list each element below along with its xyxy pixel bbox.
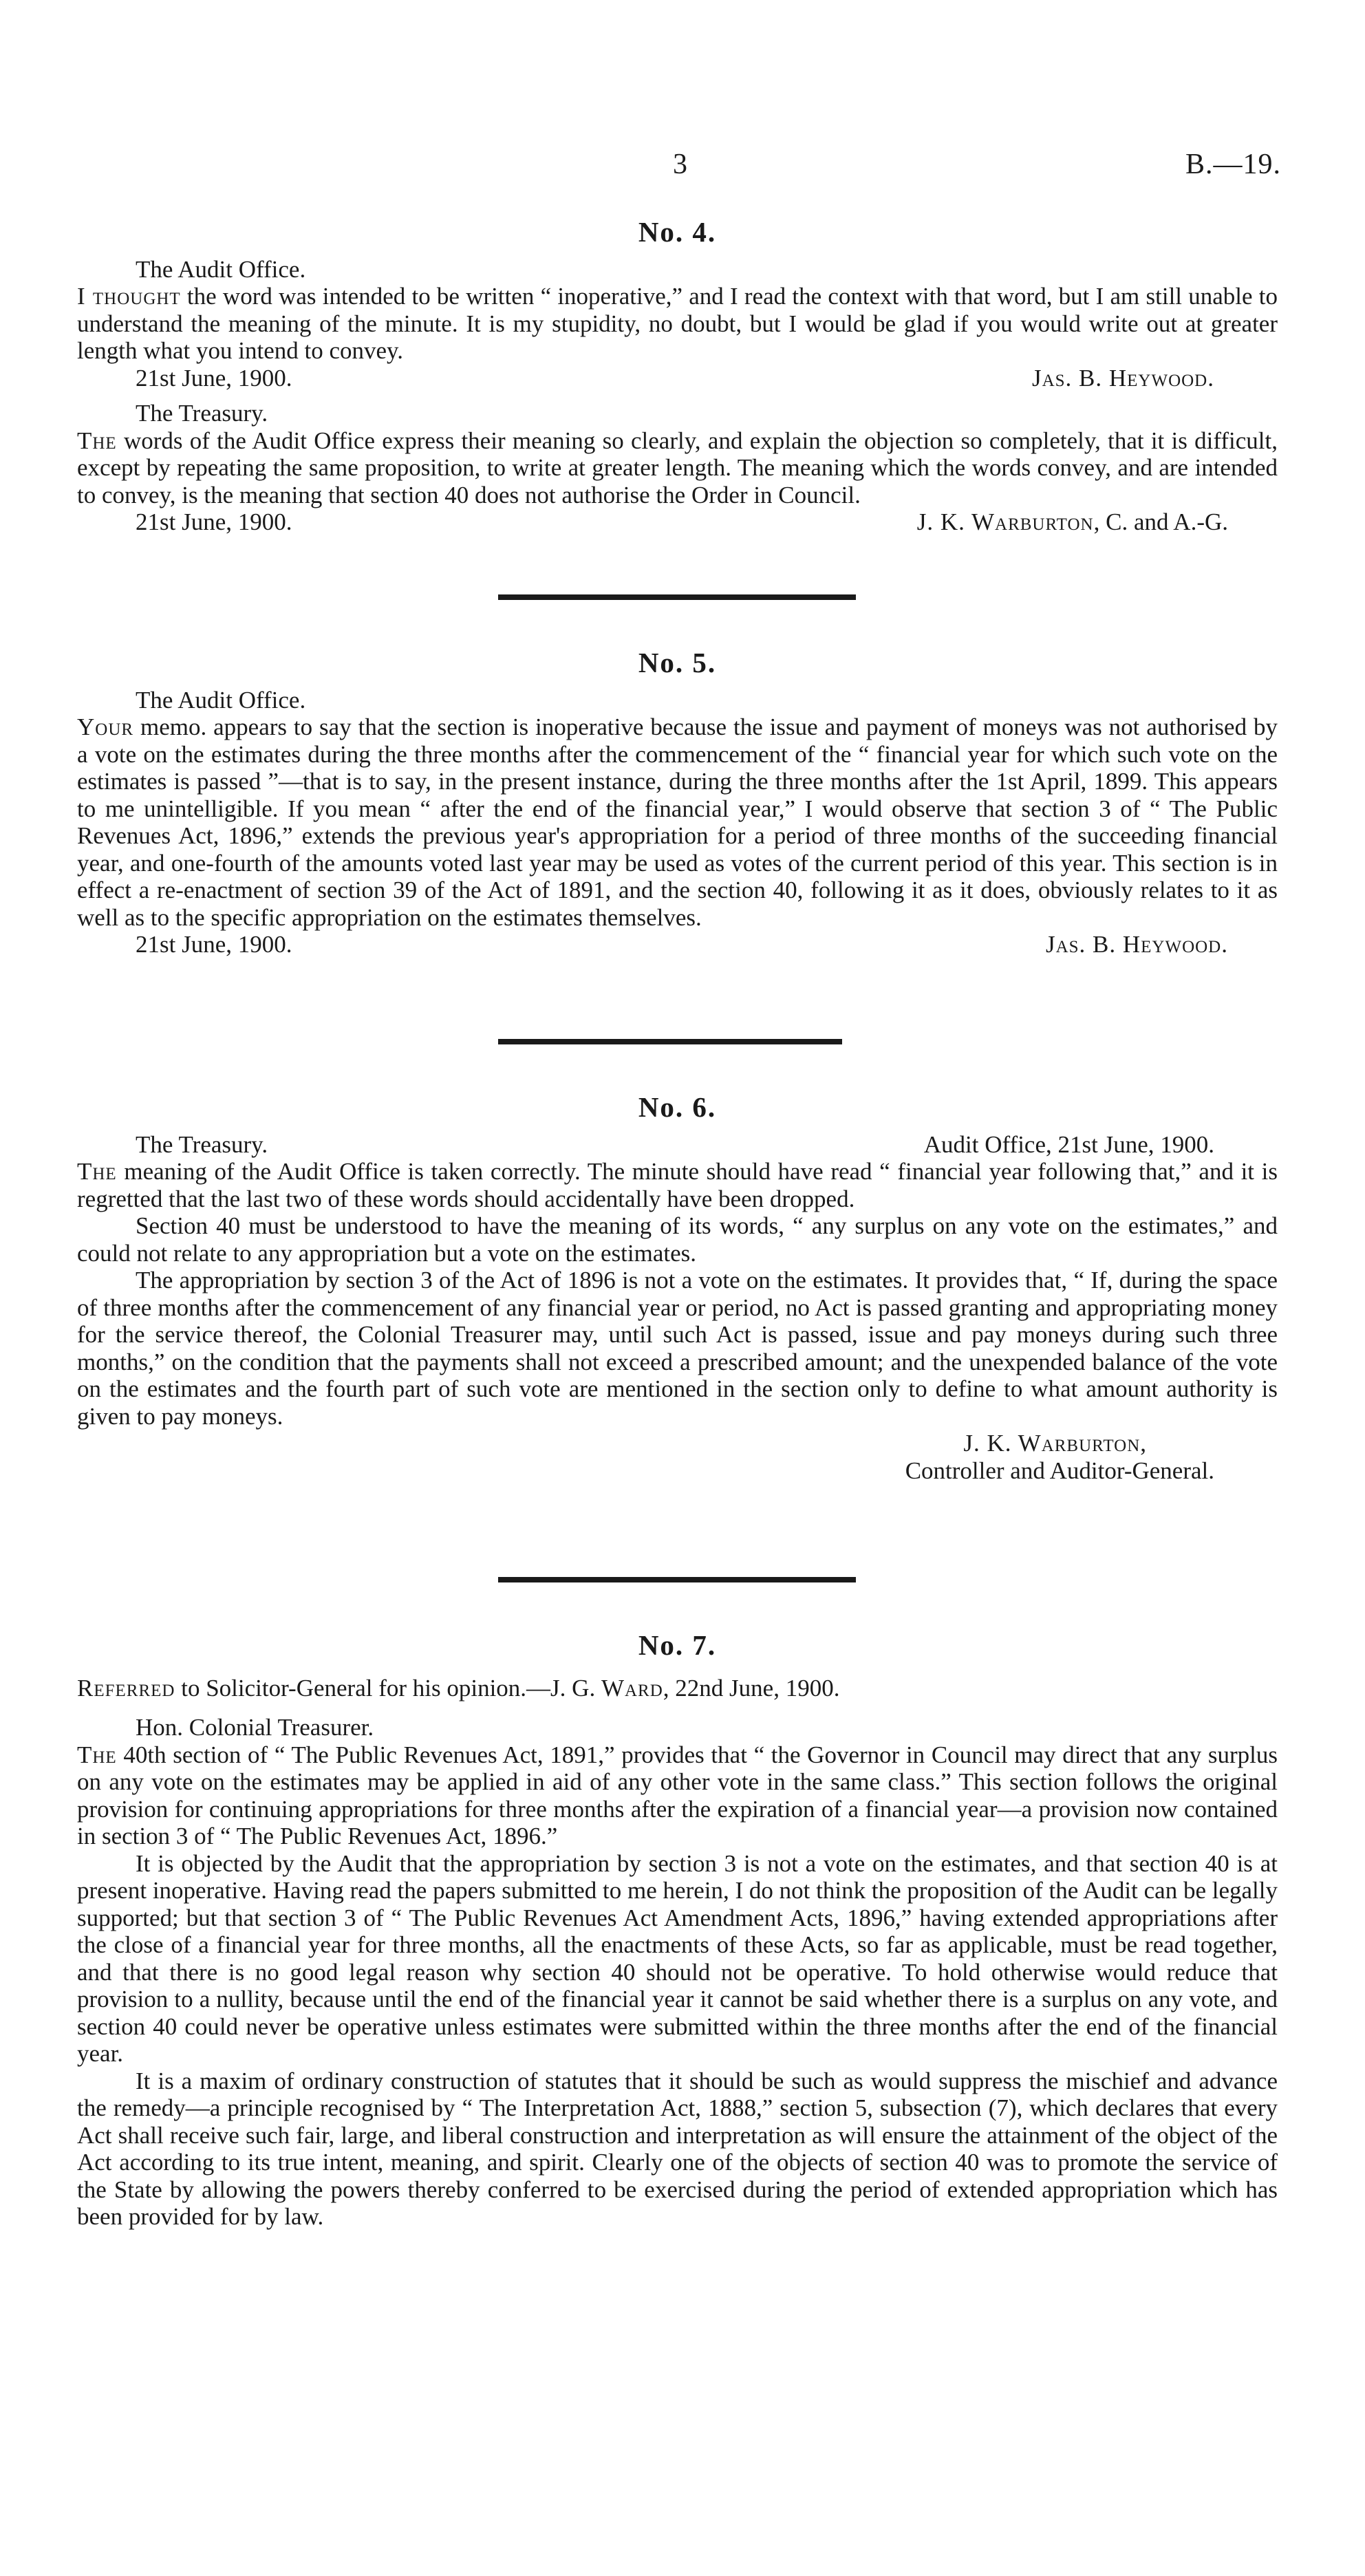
signature-block	[77, 1430, 1278, 1484]
paragraph-text: the word was intended to be written “ inoperative,” and I read the context with that word, but I am still unable to understand the meaning of the minute. It is my stupidity, no doubt, but I would be glad if you would write out at greater length what you intend to convey.	[77, 283, 1278, 364]
section-heading: No. 5.	[638, 647, 717, 678]
section-heading: No. 4.	[638, 216, 717, 248]
memo-paragraph	[77, 713, 1278, 931]
memo-paragraph: It is objected by the Audit that the appropriation by section 3 is not a vote on the estimates, and that section 40 is at present inoperative. Having read the papers submitted to me herein, I do not think the proposition of the Audit can be legally supported; but that section 3 of “ The Public Revenues Act Amendment Acts, 1896,” having extended appropriations after the close of a financial year for three months, all the enactments of these Acts, so far as applicable, must be read together, and that there is no good legal reason why section 40 should not be operative. To hold otherwise would reduce that provision to a nullity, because until the end of the financial year it cannot be said whether there is a surplus on any vote, and section 40 could never be operative unless estimates were submitted within the three months after the end of the financial year.	[77, 1849, 1278, 2067]
signature-name: J. K. Warburton	[916, 508, 1094, 535]
section-no5	[77, 647, 1278, 958]
paragraph-text: meaning of the Audit Office is taken correctly. The minute should have read “ financial year following that,” and it is regretted that the last two of these words should accidentally have been dropped.	[77, 1158, 1278, 1212]
date-signature-row	[77, 508, 1278, 536]
section-heading: No. 7.	[638, 1629, 717, 1661]
section-divider	[498, 594, 856, 600]
date-signature-row	[77, 931, 1278, 958]
referral-text: to Solicitor-General for his opinion.—J. G.	[175, 1674, 601, 1702]
signature-title: Controller and Auditor-General.	[905, 1457, 1214, 1484]
from-line: Audit Office, 21st June, 1900.	[923, 1130, 1214, 1158]
signature-suffix: , C. and A.-G.	[1093, 508, 1228, 535]
section-no4	[77, 216, 1278, 536]
page-header	[0, 148, 1365, 189]
page-number: 3	[673, 149, 687, 180]
memo-date: 21st June, 1900.	[136, 508, 292, 535]
section-no7	[77, 1629, 1278, 2231]
paragraph-text: memo. appears to say that the section is inoperative because the issue and payment of moneys was not authorised by a vote on the estimates during the three months after the commencement of the “ financial year for which such vote on the estimates is passed ”—that is to say, in the present instance, during the three months after the 1st April, 1899. This appears to me unintelligible. If you mean “ after the end of the financial year,” I would observe that section 3 of “ The Public Revenues Act, 1896,” extends the previous year's appropriation for a period of three months of the succeeding financial year, and one-fourth of the amounts voted last year may be used as votes of the current period of this year. This section is in effect a re-enactment of section 39 of the Act of 1891, and the section 40, following it as it does, obviously relates to it as well as to the specific appropriation on the estimates themselves.	[77, 713, 1278, 931]
referral-name: Ward	[601, 1674, 663, 1702]
signature: Jas. B. Heywood.	[1045, 931, 1228, 958]
addressee: The Treasury.	[136, 400, 268, 427]
addressee: The Audit Office.	[136, 255, 306, 283]
memo-paragraph	[77, 283, 1278, 365]
addressee-row	[77, 1131, 1278, 1159]
section-no6	[77, 1091, 1278, 1484]
memo-paragraph	[77, 427, 1278, 509]
memo-paragraph	[77, 1158, 1278, 1212]
addressee: The Treasury.	[136, 1130, 268, 1158]
section-heading: No. 6.	[638, 1091, 717, 1123]
signature: Jas. B. Heywood.	[1031, 364, 1214, 391]
referral-line	[77, 1675, 1278, 1702]
section-divider	[498, 1577, 856, 1582]
addressee: Hon. Colonial Treasurer.	[136, 1714, 374, 1741]
lead-word: Referred	[77, 1674, 175, 1702]
memo-paragraph	[77, 1741, 1278, 1850]
memo-paragraph: The appropriation by section 3 of the Act of 1896 is not a vote on the estimates. It provides that, “ If, during the space of three months after the commencement of any financial year or period, no Act is passed granting and appropriating money for the service thereof, the Colonial Treasurer may, until such Act is passed, issue and pay moneys during such three months,” on the condition that the payments shall not exceed a prescribed amount; and the unexpended balance of the vote on the estimates and the fourth part of such vote are mentioned in the section only to define to what amount authority is given to pay moneys.	[77, 1267, 1278, 1430]
document-reference: B.—19.	[1185, 149, 1281, 180]
memo-paragraph: Section 40 must be understood to have the meaning of its words, “ any surplus on any vote on the estimates,” and could not relate to any appropriation but a vote on the estimates.	[77, 1212, 1278, 1267]
section-divider	[498, 1039, 842, 1044]
memo-date: 21st June, 1900.	[136, 931, 292, 958]
date-signature-row	[77, 365, 1278, 392]
lead-word: The	[77, 427, 117, 454]
referral-date: , 22nd June, 1900.	[663, 1674, 840, 1702]
signature-name: J. K. Warburton,	[963, 1430, 1147, 1457]
lead-word: I thought	[77, 283, 181, 310]
memo-date: 21st June, 1900.	[136, 364, 292, 391]
memo-paragraph: It is a maxim of ordinary construction of statutes that it should be such as would suppress the mischief and advance the remedy—a principle recognised by “ The Interpretation Act, 1888,” section 5, subsection (7), which declares that every Act shall receive such fair, large, and liberal construction and interpretation as will ensure the attainment of the object of the Act according to its true intent, meaning, and spirit. Clearly one of the objects of section 40 was to promote the service of the State by allowing the powers thereby conferred to be exercised during the period of extended appropriation which has been provided for by law.	[77, 2067, 1278, 2230]
paragraph-text: 40th section of “ The Public Revenues Act, 1891,” provides that “ the Governor in Council may direct that any surplus on any vote on the estimates may be applied in aid of any other vote in the same class.” This section follows the original provision for continuing appropriations for three months after the expiration of a financial year—a provision now contained in section 3 of “ The Public Revenues Act, 1896.”	[77, 1741, 1278, 1849]
signature	[917, 508, 1278, 536]
paragraph-text: words of the Audit Office express their meaning so clearly, and explain the objection so completely, that it is difficult, except by repeating the same proposition, to write at greater length. The meaning which the words convey, and are intended to convey, is the meaning that section 40 does not authorise the Order in Council.	[77, 427, 1278, 508]
lead-word: Your	[77, 713, 134, 740]
lead-word: The	[77, 1741, 117, 1768]
addressee: The Audit Office.	[136, 686, 306, 713]
lead-word: The	[77, 1158, 117, 1185]
